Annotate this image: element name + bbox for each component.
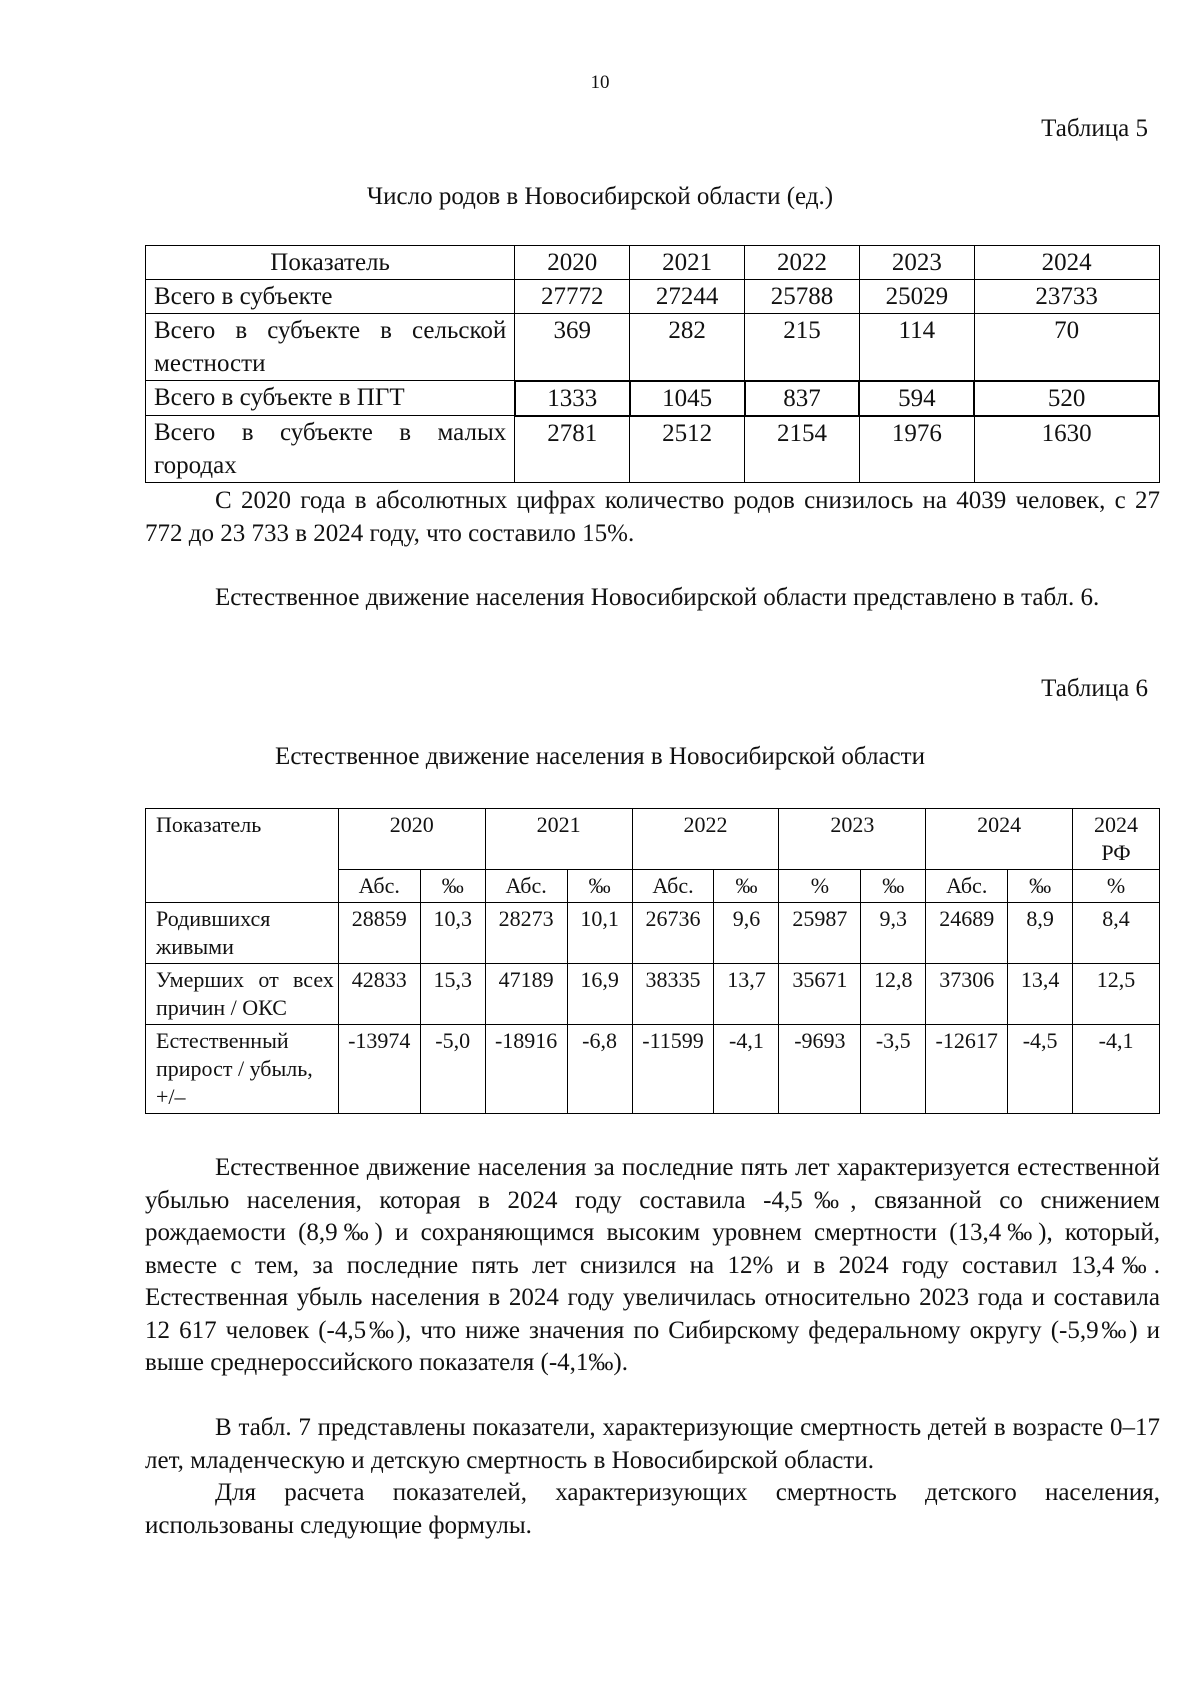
paragraph (145, 582, 1160, 615)
table6-cell: 9,3 (861, 903, 926, 964)
table5-cell: 215 (745, 314, 860, 381)
table6-cell: -12617 (926, 1025, 1008, 1114)
table6-cell: 10,3 (420, 903, 485, 964)
table5-cell: 70 (974, 314, 1159, 381)
table6-title: Естественное движение населения в Новосибирской области (275, 743, 925, 770)
table5-cell: 594 (859, 381, 974, 416)
table6-cell: 12,5 (1073, 964, 1160, 1025)
table6 (145, 808, 1160, 1114)
table5-row-label: Всего в субъекте в ПГТ (146, 381, 515, 416)
table5-cell: 2512 (630, 416, 745, 483)
table5-header-cell: 2020 (515, 246, 630, 280)
page-number: 10 (590, 72, 610, 93)
table6-header-row (146, 809, 1160, 870)
table5 (145, 245, 1160, 483)
table6-subheader: Абс. (926, 870, 1008, 903)
table6-cell: 26736 (632, 903, 714, 964)
table5-cell: 837 (745, 381, 860, 416)
paragraph (145, 485, 1160, 550)
paragraph-text: Естественное движение населения за последние пять лет характеризуется естественной убылью населения, которая в 2024 году составила -4,5‰, связанной со снижением рождаемости (8,9‰) и сохраняющимся высоким уровнем смертности (13,4‰), который, вместе с тем, за последние пять лет снизился на 12% и в 2024 году составил 13,4‰. Естественная убыль населения в 2024 году увеличилась относительно 2023 года и составила 12 617 человек (-4,5‰), что ниже значения по Сибирскому федеральному округу (-5,9‰) и выше среднероссийского показателя (-4,1‰). (145, 1154, 1160, 1376)
table6-cell: -4,1 (714, 1025, 779, 1114)
table6-cell: 15,3 (420, 964, 485, 1025)
table5-cell: 114 (859, 314, 974, 381)
table6-year-header: 2022 (632, 809, 779, 870)
table6-year-header: 2020 (338, 809, 485, 870)
table6-cell: 8,9 (1008, 903, 1073, 964)
table5-cell: 25029 (859, 280, 974, 314)
table5-cell: 2154 (745, 416, 860, 483)
table6-cell: -3,5 (861, 1025, 926, 1114)
table6-cell: -18916 (485, 1025, 567, 1114)
table6-row-label: Естественный прирост / убыль, +/– (146, 1025, 339, 1114)
table5-header-cell: 2022 (745, 246, 860, 280)
table5-cell: 25788 (745, 280, 860, 314)
paragraph-text: С 2020 года в абсолютных цифрах количество родов снизилось на 4039 человек, с 27 772 до 23 733 в 2024 году, что составило 15%. (145, 487, 1160, 547)
table6-year-header: 2024 (926, 809, 1073, 870)
table6-cell: 42833 (338, 964, 420, 1025)
table5-header-cell: 2021 (630, 246, 745, 280)
table6-cell: 25987 (779, 903, 861, 964)
table6-subheader: ‰ (420, 870, 485, 903)
table6-rf-header (1073, 809, 1160, 870)
table6-cell: -9693 (779, 1025, 861, 1114)
table6-subheader: Абс. (338, 870, 420, 903)
paragraph-text: Для расчета показателей, характеризующих смертность детского населения, использованы следующие формулы. (145, 1479, 1160, 1539)
table5-cell: 1045 (630, 381, 745, 416)
table6-rf-label: РФ (1101, 840, 1131, 865)
table6-subheader: ‰ (567, 870, 632, 903)
table6-cell: 47189 (485, 964, 567, 1025)
table6-cell: 13,4 (1008, 964, 1073, 1025)
paragraph (145, 1412, 1160, 1477)
table6-cell: 24689 (926, 903, 1008, 964)
table6-cell: -4,5 (1008, 1025, 1073, 1114)
table6-subheader: % (1073, 870, 1160, 903)
table5-cell: 23733 (974, 280, 1159, 314)
table6-cell: 37306 (926, 964, 1008, 1025)
table5-row-label: Всего в субъекте в малых городах (146, 416, 515, 483)
table6-rf-year: 2024 (1094, 812, 1139, 837)
table6-subheader: ‰ (861, 870, 926, 903)
paragraph (145, 1152, 1160, 1380)
table6-label: Таблица 6 (1041, 675, 1148, 702)
table-row (146, 314, 1160, 381)
table6-year-header: 2023 (779, 809, 926, 870)
table-row (146, 964, 1160, 1025)
table5-header-cell: 2023 (859, 246, 974, 280)
table-row (146, 1025, 1160, 1114)
table6-cell: 12,8 (861, 964, 926, 1025)
table6-header-indicator: Показатель (146, 809, 339, 903)
table6-cell: -6,8 (567, 1025, 632, 1114)
table6-subheader: ‰ (1008, 870, 1073, 903)
table5-cell: 1333 (515, 381, 630, 416)
table5-title: Число родов в Новосибирской области (ед.) (366, 183, 834, 210)
table6-row-label: Умерших от всех причин / ОКС (146, 964, 339, 1025)
table6-cell: -13974 (338, 1025, 420, 1114)
table5-cell: 1976 (859, 416, 974, 483)
table6-subheader: % (779, 870, 861, 903)
table6-cell: 28859 (338, 903, 420, 964)
table6-cell: 9,6 (714, 903, 779, 964)
table5-label: Таблица 5 (1041, 115, 1148, 142)
table5-row-label: Всего в субъекте в сельской местности (146, 314, 515, 381)
table6-cell: 10,1 (567, 903, 632, 964)
table6-row-label: Родившихся живыми (146, 903, 339, 964)
table-row (146, 903, 1160, 964)
table6-subheader: Абс. (485, 870, 567, 903)
table5-cell: 282 (630, 314, 745, 381)
table-row (146, 280, 1160, 314)
table5-header-cell: 2024 (974, 246, 1159, 280)
paragraph-text: Естественное движение населения Новосибирской области представлено в табл. 6. (215, 584, 1100, 611)
table5-cell: 27772 (515, 280, 630, 314)
table6-year-header: 2021 (485, 809, 632, 870)
table-row (146, 381, 1160, 416)
table5-cell: 27244 (630, 280, 745, 314)
table6-subheader: Абс. (632, 870, 714, 903)
table6-cell: -11599 (632, 1025, 714, 1114)
table6-cell: 8,4 (1073, 903, 1160, 964)
table5-header-cell: Показатель (146, 246, 515, 280)
table5-cell: 520 (974, 381, 1159, 416)
table6-cell: 13,7 (714, 964, 779, 1025)
table-row (146, 416, 1160, 483)
table5-cell: 1630 (974, 416, 1159, 483)
paragraph (145, 1477, 1160, 1542)
table6-cell: -5,0 (420, 1025, 485, 1114)
table5-cell: 369 (515, 314, 630, 381)
table6-cell: 28273 (485, 903, 567, 964)
table5-header-row (146, 246, 1160, 280)
table5-cell: 2781 (515, 416, 630, 483)
table6-cell: 16,9 (567, 964, 632, 1025)
table6-cell: 38335 (632, 964, 714, 1025)
paragraph-text: В табл. 7 представлены показатели, характеризующие смертность детей в возрасте 0–17 лет, младенческую и детскую смертность в Новосибирской области. (145, 1414, 1160, 1474)
table6-subheader: ‰ (714, 870, 779, 903)
table6-cell: 35671 (779, 964, 861, 1025)
table5-row-label: Всего в субъекте (146, 280, 515, 314)
table6-cell: -4,1 (1073, 1025, 1160, 1114)
